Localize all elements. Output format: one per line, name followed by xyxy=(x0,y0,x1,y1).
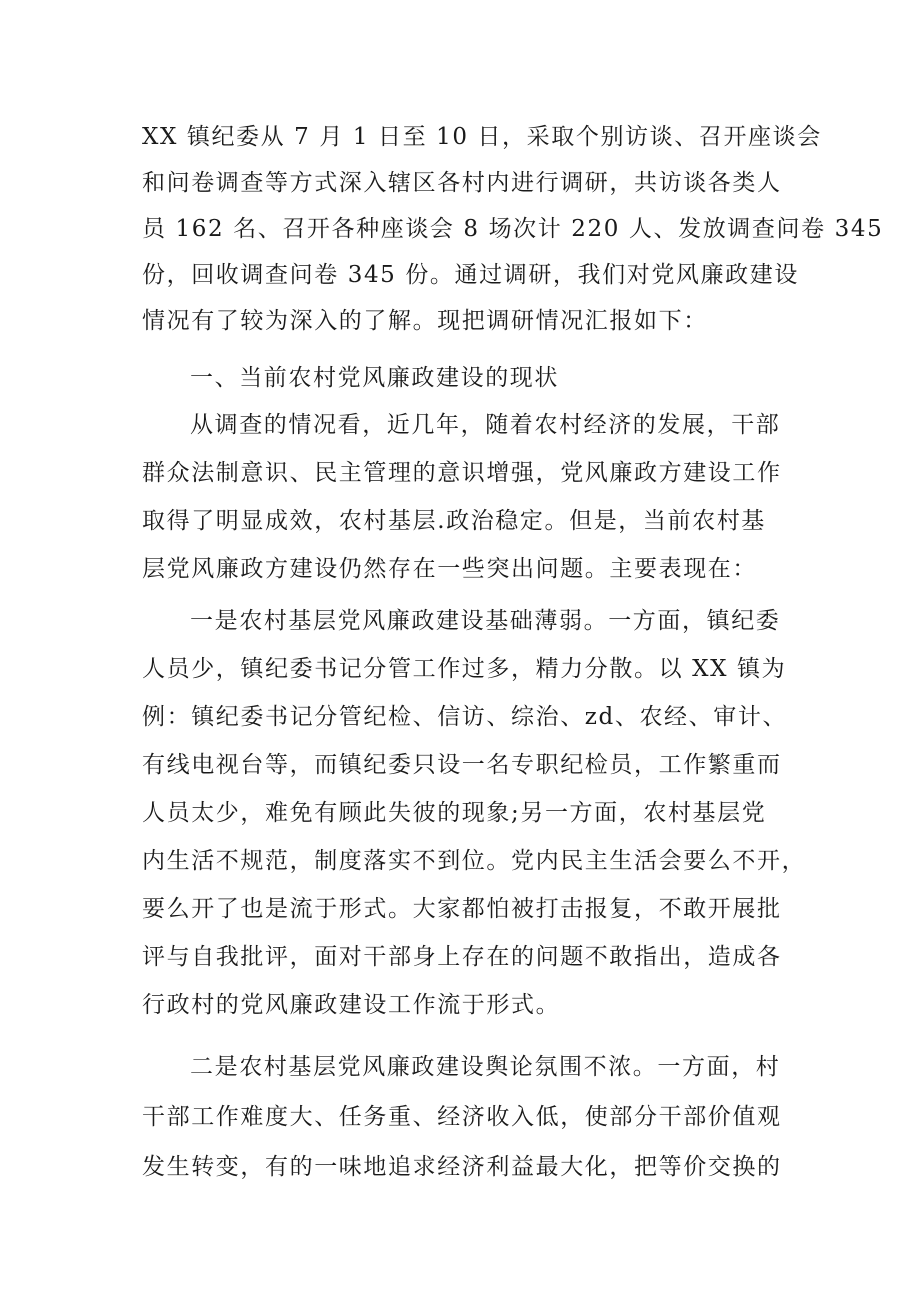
text-line: XX 镇纪委从 7 月 1 日至 10 日，采取个别访谈、召开座谈会 xyxy=(142,124,822,150)
paragraph-first-line: 二是农村基层党风廉政建设舆论氛围不浓。一方面，村 xyxy=(190,1054,781,1080)
text-line: 人员太少，难免有顾此失彼的现象;另一方面，农村基层党 xyxy=(142,800,767,826)
paragraph-first-line: 一是农村基层党风廉政建设基础薄弱。一方面，镇纪委 xyxy=(190,608,781,634)
text-line: 层党风廉政方建设仍然存在一些突出问题。主要表现在： xyxy=(142,556,757,582)
text-line: 发生转变，有的一味地追求经济利益最大化，把等价交换的 xyxy=(142,1154,782,1180)
text-line: 份，回收调查问卷 345 份。通过调研，我们对党风廉政建设 xyxy=(142,262,799,288)
text-line: 群众法制意识、民主管理的意识增强，党风廉政方建设工作 xyxy=(142,460,782,486)
text-line: 评与自我批评，面对干部身上存在的问题不敢指出，造成各 xyxy=(142,944,782,970)
text-line: 有线电视台等，而镇纪委只设一名专职纪检员，工作繁重而 xyxy=(142,752,782,778)
text-line: 人员少，镇纪委书记分管工作过多，精力分散。以 XX 镇为 xyxy=(142,656,787,682)
text-line: 员 162 名、召开各种座谈会 8 场次计 220 人、发放调查问卷 345 xyxy=(142,216,884,242)
paragraph-first-line: 从调查的情况看，近几年，随着农村经济的发展，干部 xyxy=(190,412,781,438)
text-line: 和问卷调查等方式深入辖区各村内进行调研，共访谈各类人 xyxy=(142,170,782,196)
text-line: 取得了明显成效，农村基层.政治稳定。但是，当前农村基 xyxy=(142,508,766,534)
section-heading: 一、当前农村党风廉政建设的现状 xyxy=(190,365,559,391)
text-line: 行政村的党风廉政建设工作流于形式。 xyxy=(142,992,561,1018)
text-line: 例：镇纪委书记分管纪检、信访、综治、zd、农经、审计、 xyxy=(142,704,788,730)
text-line: 干部工作难度大、任务重、经济收入低，使部分干部价值观 xyxy=(142,1104,782,1130)
text-line: 情况有了较为深入的了解。现把调研情况汇报如下： xyxy=(142,308,708,334)
text-line: 要么开了也是流于形式。大家都怕被打击报复，不敢开展批 xyxy=(142,896,782,922)
text-line: 内生活不规范，制度落实不到位。党内民主生活会要么不开， xyxy=(142,848,807,874)
